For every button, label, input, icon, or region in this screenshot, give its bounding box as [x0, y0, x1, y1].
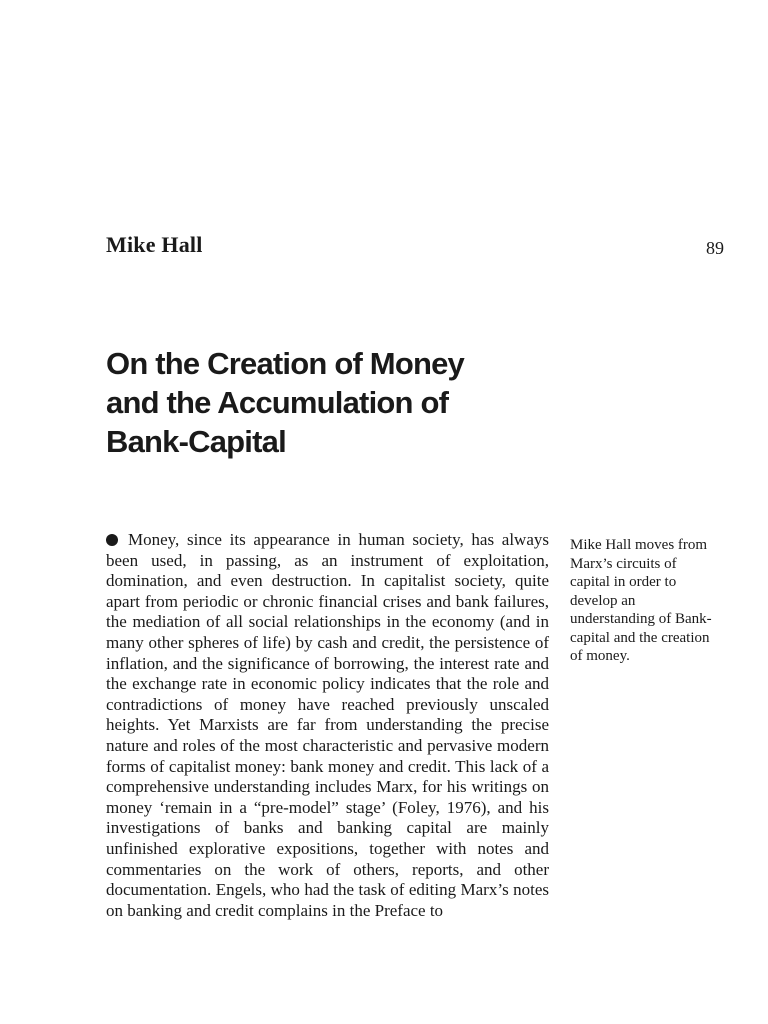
author-name: Mike Hall [106, 232, 203, 257]
title-line: and the Accumulation of [106, 385, 449, 420]
body-text: Money, since its appearance in human society, has always been used, in passing, as an instrument of exploitation, domination, and even destruction. In capitalist society, quite apart from periodic or chronic financial crises and bank failures, the mediation of all social relationships in the economy (and in many other spheres of life) by cash and credit, the persistence of inflation, and the significance of borrowing, the interest rate and the exchange rate in economic policy indicates that the role and contradictions of money have reached previously unscaled heights. Yet Marxists are far from understanding the precise nature and roles of the most characteristic and pervasive modern forms of capitalist money: bank money and credit. This lack of a comprehensive understanding includes Marx, for his writings on money ‘remain in a “pre-model” stage’ (Foley, 1976), and his investigations of banks and banking capital are mainly unfinished explorative expositions, together with notes and commentaries on the work of others, reports, and other documentation. Engels, who had the task of editing Marx’s notes on banking and credit complains in the Preface to [106, 530, 549, 920]
bullet-icon [106, 534, 118, 546]
title-line: On the Creation of Money [106, 346, 464, 381]
article-title [106, 344, 526, 461]
page-number: 89 [706, 238, 724, 258]
body-paragraph [106, 530, 549, 921]
margin-note: Mike Hall moves from Marx’s circuits of capital in order to develop an understanding of Bank-capital and the creation of money. [570, 537, 712, 664]
title-line: Bank-Capital [106, 424, 286, 459]
